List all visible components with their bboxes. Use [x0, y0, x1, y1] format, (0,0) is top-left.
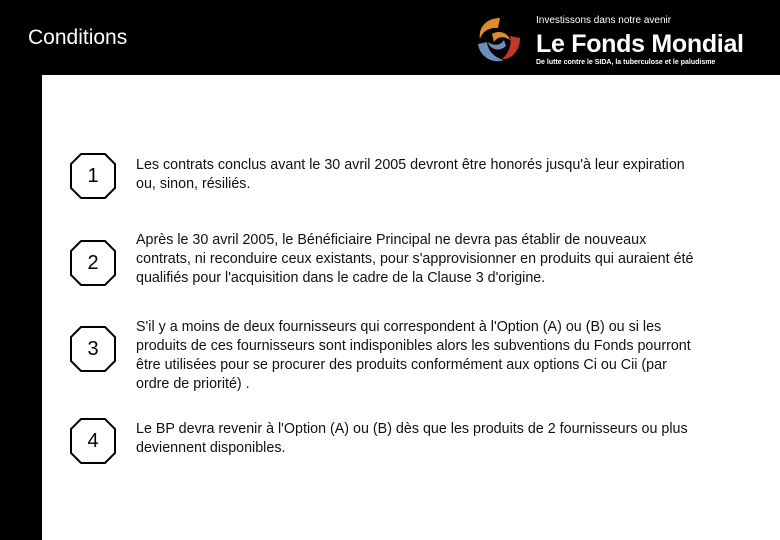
number-badge: [70, 153, 116, 199]
logo-swirl-icon: [470, 12, 526, 68]
item-text: Après le 30 avril 2005, le Bénéficiaire Principal ne devra pas établir de nouveaux contrats, ni reconduire ceux existants, pour s'approvisionner en produits qui auraient été qualifiés pour l'acquisition dans le cadre de la Clause 3 d'origine.: [136, 232, 694, 286]
item-number: 1: [87, 164, 99, 187]
logo-subtitle: De lutte contre le SIDA, la tuberculose et le paludisme: [536, 59, 716, 66]
fonds-mondial-logo: [470, 10, 770, 70]
item-text: Les contrats conclus avant le 30 avril 2005 devront être honorés jusqu'à leur expiration ou, sinon, résiliés.: [136, 157, 685, 192]
left-frame-band: [0, 0, 42, 540]
item-number: 2: [87, 251, 99, 274]
number-badge: [70, 418, 116, 464]
item-text: S'il y a moins de deux fournisseurs qui correspondent à l'Option (A) ou (B) ou si les produits de ces fournisseurs sont indisponibles alors les subventions du Fonds pourront être utilisées pour se procurer des produits conformément aux options Ci ou Cii (par ordre de priorité) .: [136, 319, 691, 392]
number-badge: [70, 240, 116, 286]
content-panel: [42, 75, 780, 540]
item-number: 3: [87, 337, 99, 360]
logo-tagline: Investissons dans notre avenir: [536, 15, 672, 26]
logo-name: Le Fonds Mondial: [536, 30, 744, 58]
number-badge: [70, 326, 116, 372]
page-title: Conditions: [28, 26, 128, 49]
item-text: Le BP devra revenir à l'Option (A) ou (B) dès que les produits de 2 fournisseurs ou plus deviennent disponibles.: [136, 421, 688, 456]
item-number: 4: [87, 429, 99, 452]
